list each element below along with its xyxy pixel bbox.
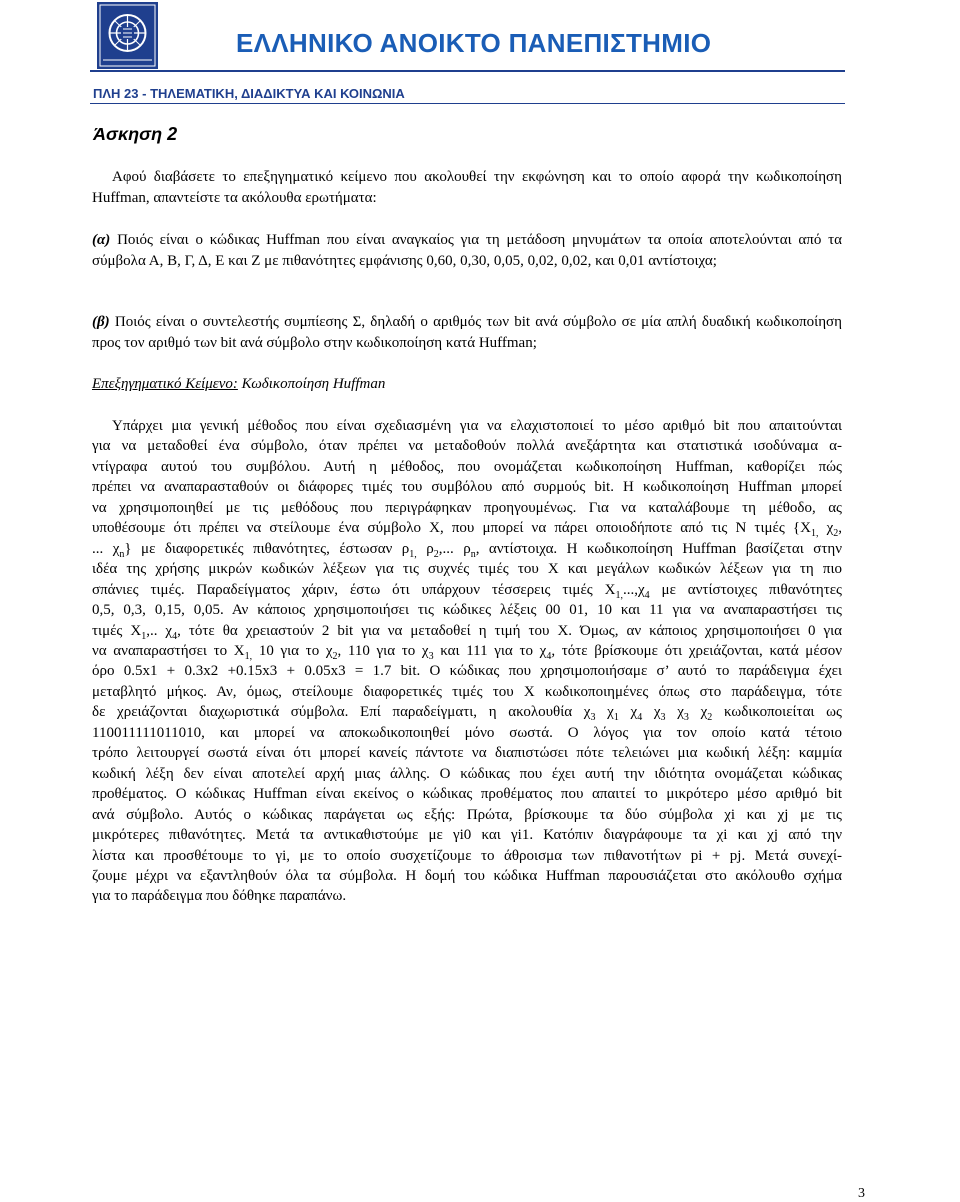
question-b-label: (β) <box>92 314 110 330</box>
body-text: 0,5, 0,3, 0,15, 0,05. Αν κάποιος χρησιμοποιήσει τις κώδικες λέξεις 00 01, 10 και 11 για να αναπαραστήσει τις <box>92 602 842 619</box>
body-text: για το παράδειγμα που δόθηκε παραπάνω. <box>92 888 347 905</box>
subscript: 1, <box>244 650 253 662</box>
body-text: για να μεταδοθεί ένα σύμβολο, όταν πρέπει να μεταδοθούν πολλά ανεξάρτητα και στατιστικά ισοδύναμα α- <box>92 438 842 455</box>
body-text: 110011111011010, και μπορεί να αποκωδικοποιηθεί μόνο σωστά. Ο λόγος για τον οποίο κατά τέτοιο <box>92 724 842 741</box>
body-line <box>92 600 842 620</box>
body-text: τιμές Χ <box>92 622 142 639</box>
body-text: μεταβλητό μήκος. Αν, όμως, στείλουμε διαφορετικές τιμές του Χ κωδικοποιημένες όπως στο παράδειγμα, τότε <box>92 683 842 700</box>
body-line <box>92 580 842 600</box>
subscript: 4 <box>172 630 178 642</box>
page-number: 3 <box>858 1186 865 1201</box>
body-text: , τότε βρίσκουμε ότι χρειάζονται, κατά μέσον <box>551 642 843 659</box>
body-text: λίστα και προσθέτουμε το γi, με το οποίο συσχετίζουμε το άθροισμα των πιθανοτήτων pi + pj. Μετά συνεχί- <box>92 847 842 864</box>
body-line <box>92 539 842 559</box>
body-text: 10 για το χ <box>252 642 333 659</box>
body-text: } με διαφορετικές πιθανότητες, έστωσαν ρ <box>124 540 410 557</box>
body-text: χ <box>618 704 638 721</box>
body-text: πρέπει να αναπαρασταθούν οι διάφορες τιμές του συμβόλου από συρμούς bit. Η κωδικοποίηση Huffman μπορεί <box>92 479 842 496</box>
subscript: 3 <box>683 712 689 724</box>
body-text: , 110 για το χ <box>337 642 429 659</box>
body-line <box>92 805 842 825</box>
subscript: 2 <box>433 548 439 560</box>
body-text: , τότε θα χρειαστούν 2 bit για να μεταδοθεί η τιμή του Χ. Όμως, αν κάποιος χρησιμοποιήσει 0 για <box>177 622 842 639</box>
body-line <box>92 641 842 661</box>
body-text: μικρότερες πιθανότητες. Μετά τα αντικαθιστούμε με γi0 και γi1. Κατόπιν διαγράφουμε τα χi και χj από την <box>92 827 842 844</box>
body-text: με αντίστοιχες πιθανότητες <box>649 581 843 598</box>
body-text: ντίγραφα αυτού του συμβόλου. Αυτή η μέθοδος, που ονομάζεται κωδικοποίηση Huffman, καθορίζει πώς <box>92 458 842 475</box>
body-text: χ <box>818 520 834 537</box>
body-line <box>92 886 842 906</box>
university-name: ΕΛΛΗΝΙΚΟ ΑΝΟΙΚΤΟ ΠΑΝΕΠΙΣΤΗΜΙΟ <box>236 28 712 58</box>
exercise-intro: Αφού διαβάσετε το επεξηγηματικό κείμενο που ακολουθεί την εκφώνηση και το οποίο αφορά την κωδικοποίηση Huffman, απαντείστε τα ακόλουθα ερωτήματα: <box>92 169 842 206</box>
body-text: κωδική λέξη δεν είναι αποτελεί αρχή μιας άλλης. Ο κώδικας που έχει αυτή την ιδιότητα ονομάζεται κώδικας <box>92 765 842 782</box>
explanatory-label: Επεξηγηματικό Κείμενο: <box>92 376 238 392</box>
question-b <box>92 312 842 353</box>
subscript: 1 <box>141 630 147 642</box>
body-line <box>92 518 842 538</box>
university-emblem-icon <box>97 2 158 69</box>
question-a-text: Ποιός είναι ο κώδικας Huffman που είναι αναγκαίος για τη μετάδοση μηνυμάτων τα οποία αποτελούνται από τα σύμβολα Α, Β, Γ, Δ, Ε και Ζ με πιθανότητες εμφάνισης 0,60, 0,30, 0,05, 0,02, 0,02, και 0,01 αντίστοιχα; <box>92 232 842 269</box>
body-text: ... χ <box>92 540 120 557</box>
body-text: τρόπο λειτουργεί σωστά είναι ότι μπορεί κανείς πάντοτε να διαπιστώσει πότε τελειώνει μια κωδική λέξη: καμμία <box>92 745 842 762</box>
body-line <box>92 457 842 477</box>
subscript: n <box>119 548 125 560</box>
subscript: 4 <box>546 650 552 662</box>
body-text: Υπάρχει μια γενική μέθοδος που είναι σχεδιασμένη για να ελαχιστοποιεί το μέσο αριθμό bit που απαιτούνται <box>112 418 842 434</box>
body-text: κωδικοποιείται ως <box>712 704 842 721</box>
body-line <box>92 661 842 681</box>
subscript: 2 <box>707 712 713 724</box>
body-line <box>92 559 842 579</box>
body-text: ανά σύμβολο. Αυτός ο κώδικας παράγεται ως εξής: Πρώτα, βρίσκουμε τα δύο σύμβολα χi και χj με τις <box>92 806 842 823</box>
body-line <box>92 743 842 763</box>
exercise-title: Άσκηση 2 <box>93 124 178 144</box>
subscript: 4 <box>644 589 650 601</box>
subscript: 4 <box>637 712 643 724</box>
subscript: n <box>470 548 476 560</box>
body-text: σπάνιες τιμές. Παραδείγματος χάριν, έστω ότι υπάρχουν τέσσερεις τιμές Χ <box>92 581 616 598</box>
explanatory-topic: Κωδικοποίηση Huffman <box>237 376 386 392</box>
body-text: ,.. χ <box>146 622 173 639</box>
body-text: όρο 0.5x1 + 0.3x2 +0.15x3 + 0.05x3 = 1.7 bit. Ο κώδικας που χρησιμοποιήσαμε σ’ αυτό το παράδειγμα έχει <box>92 663 842 680</box>
body-text: να αναπαραστήσει το Χ <box>92 642 245 659</box>
body-text: ...,χ <box>622 581 645 598</box>
body-text: προθέματος. Ο κώδικας Huffman είναι εκείνος ο κώδικας προθέματος που απαιτεί το μικρότερο μέσο αριθμό bit <box>92 786 842 803</box>
body-text: , αντίστοιχα. Η κωδικοποίηση Huffman βασίζεται στην <box>475 540 842 557</box>
header-rule-top <box>90 70 845 72</box>
subscript: 3 <box>428 650 434 662</box>
body-text: , <box>838 520 842 537</box>
header-rule-bottom <box>90 103 845 104</box>
subscript: 1, <box>409 548 417 560</box>
question-b-text: Ποιός είναι ο συντελεστής συμπίεσης Σ, δηλαδή ο αριθμός των bit ανά σύμβολο σε μία απλή δυαδική κωδικοποίηση προς τον αριθμό των bit ανά σύμβολο στην κωδικοποίηση κατά Huffman; <box>92 314 842 351</box>
body-line <box>92 825 842 845</box>
body-line <box>92 416 842 436</box>
body-line <box>92 621 842 641</box>
question-a-label: (α) <box>92 232 111 248</box>
body-line <box>92 723 842 743</box>
subscript: 2 <box>833 528 839 540</box>
body-text: ρ <box>416 540 434 557</box>
body-text: υποθέσουμε ότι πρέπει να στείλουμε ένα σύμβολο Χ, που μπορεί να πάρει οποιοδήποτε από τις Ν τιμές {Χ <box>92 520 811 537</box>
body-line <box>92 477 842 497</box>
body-text: ,... ρ <box>438 540 471 557</box>
question-a <box>92 230 842 271</box>
course-title: ΠΛΗ 23 - ΤΗΛΕΜΑΤΙΚΗ, ΔΙΑΔΙΚΤΥΑ ΚΑΙ ΚΟΙΝΩΝΙΑ <box>93 86 405 101</box>
subscript: 1, <box>615 589 623 601</box>
body-line <box>92 702 842 722</box>
body-text: χ <box>688 704 708 721</box>
body-text: και 111 για το χ <box>433 642 547 659</box>
body-line <box>92 498 842 518</box>
body-text: χ <box>595 704 614 721</box>
explanatory-body <box>92 416 842 907</box>
body-text: χ <box>665 704 684 721</box>
body-line <box>92 436 842 456</box>
body-text: δε χρειάζονται διαχωριστικά σύμβολα. Επί παραδείγματι, η ακολουθία χ <box>92 704 591 721</box>
body-line <box>92 682 842 702</box>
subscript: 1 <box>613 712 619 724</box>
body-line <box>92 866 842 886</box>
subscript: 2 <box>332 650 338 662</box>
explanatory-heading <box>92 376 385 393</box>
subscript: 3 <box>660 712 666 724</box>
body-text: ζουμε μέχρι να εξαντληθούν όλα τα σύμβολα. Η δομή του κώδικα Huffman παρουσιάζεται στο ακόλουθο σχήμα <box>92 867 842 884</box>
body-line <box>92 764 842 784</box>
subscript: 1, <box>810 528 819 540</box>
body-text: να χρησιμοποιηθεί με τις μεθόδους που περιγράφηκαν προηγουμένως. Για να καταλάβουμε τη μέθοδο, ας <box>92 499 842 516</box>
body-text: χ <box>642 704 661 721</box>
body-line <box>92 784 842 804</box>
subscript: 3 <box>590 712 596 724</box>
body-line <box>92 846 842 866</box>
body-text: ιδέα της χρήσης μικρών κωδικών λέξεων για τις συχνές τιμές του Χ και μεγάλων κωδικών λέξεων για τη πιο <box>92 561 842 578</box>
